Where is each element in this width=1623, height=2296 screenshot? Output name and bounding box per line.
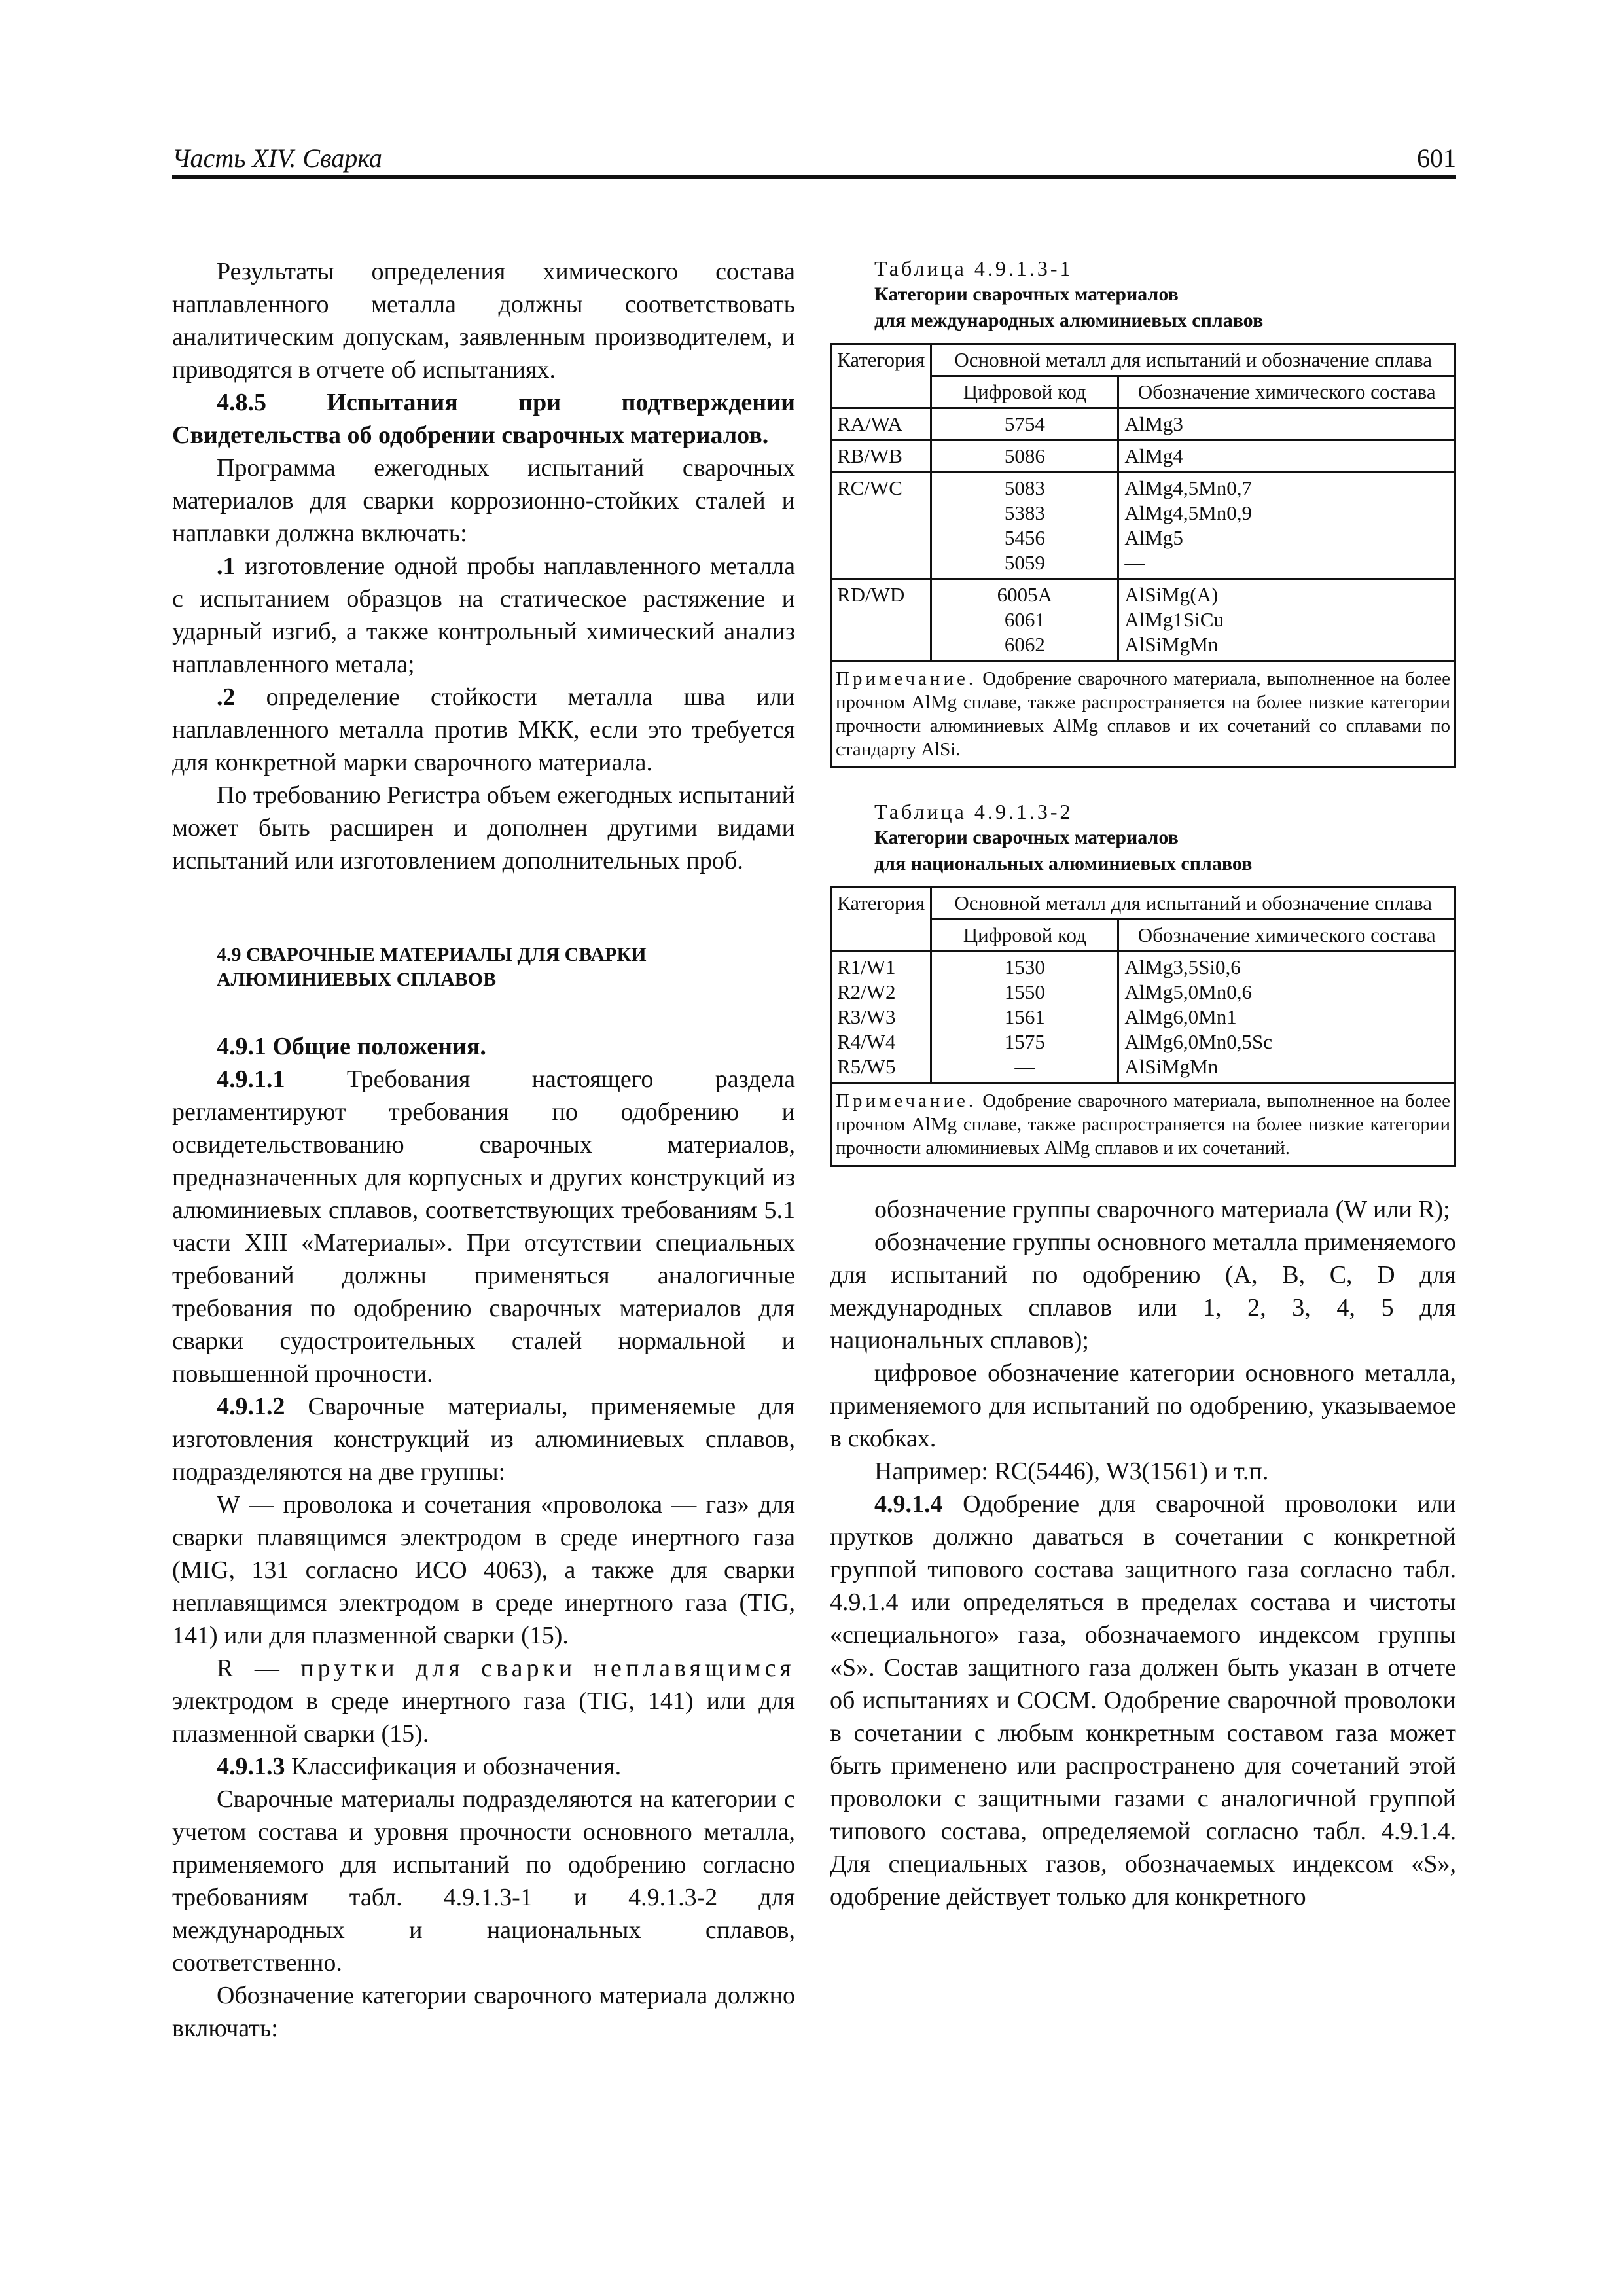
header-section-title: Часть XIV. Сварка — [172, 143, 382, 173]
paragraph-categories: Сварочные материалы подразделяются на категории с учетом состава и уровня прочности основного металла, применяемого для испытаний по одобрению согласно требованиям табл. 4.9.1.3-1 и 4.9.1.3-2 для международных и национальных сплавов, соответственно. — [172, 1785, 795, 1977]
heading-4-9-1: 4.9.1 Общие положения. — [217, 1033, 486, 1060]
table-1-head-category: Категория — [831, 344, 931, 408]
table-1-note-row — [831, 661, 1455, 768]
table-1-cell-chems — [1118, 579, 1455, 661]
table-2-cell-codes — [931, 952, 1118, 1083]
table-2-category: R2/W2 — [837, 980, 896, 1003]
table-row — [831, 408, 1455, 440]
table-1-code: 5456 — [1004, 526, 1045, 549]
table-1-caption: Таблица 4.9.1.3-1 — [874, 257, 1073, 280]
paragraph-4-9-1-3-number: 4.9.1.3 — [217, 1753, 285, 1780]
table-2-category: R3/W3 — [837, 1005, 896, 1028]
table-1-chem: AlSiMgMn — [1124, 633, 1219, 656]
table-1-note-text: Одобрение сварочного материала, выполненное на более прочном AlMg сплаве, также распространяется на более низкие категории прочности алюминиевых AlMg сплавов и их сочетаний со сплавами по стандарту AlSi. — [836, 668, 1450, 760]
list-item-1 — [172, 550, 795, 681]
table-1 — [830, 343, 1456, 768]
paragraph-group-r-spaced: R — прутки для сварки неплавящимся — [217, 1655, 795, 1682]
table-2-caption: Таблица 4.9.1.3-2 — [874, 800, 1073, 823]
spacer — [830, 768, 1456, 798]
table-1-header-row — [831, 344, 1455, 376]
table-2-header-row — [831, 888, 1455, 920]
table-2-head-base-metal: Основной металл для испытаний и обозначение сплава — [931, 888, 1455, 920]
table-2-chem: AlSiMgMn — [1124, 1055, 1219, 1078]
list-item-2-text: определение стойкости металла шва или наплавленного металла против МКК, если это требуется для конкретной марки сварочного материала. — [172, 683, 795, 776]
paragraph-base-metal-group: обозначение группы основного металла применяемого для испытаний по одобрению (A, B, C, D для международных сплавов или 1, 2, 3, 4, 5 для национальных сплавов); — [830, 1229, 1456, 1354]
table-2 — [830, 886, 1456, 1167]
table-2-head-chem: Обозначение химического состава — [1118, 920, 1455, 952]
heading-4-8-5-number: 4.8.5 — [217, 389, 266, 416]
paragraph-4-9-1-4-text: Одобрение для сварочной проволоки или прутков должно даваться в сочетании с конкретной группой типового состава защитного газа согласно табл. 4.9.1.4 или определяться в пределах состава и чистоты «специального» газа, обозначаемого индексом группы «S». Состав защитного газа должен быть указан в отчете об испытаниях и СОСМ. Одобрение сварочной проволоки в сочетании с любым конкретным составом газа может быть применено или распространено для сочетаний этой проволоки с защитными газами с аналогичной группой типового состава, определяемой согласно табл. 4.9.1.4. Для специальных газов, обозначаемых индексом «S», одобрение действует только для конкретного — [830, 1490, 1456, 1910]
spacer — [172, 877, 795, 942]
heading-4-8-5 — [172, 386, 795, 452]
table-1-note-label: Примечание. — [836, 668, 977, 689]
table-1-title-line2: для международных алюминиевых сплавов — [874, 310, 1264, 331]
table-2-head-category: Категория — [831, 888, 931, 952]
table-2-category: R4/W4 — [837, 1030, 896, 1053]
table-1-cell-category: RB/WB — [831, 440, 931, 473]
paragraph-example: Например: RC(5446), W3(1561) и т.п. — [874, 1458, 1269, 1485]
list-item-1-number: .1 — [217, 552, 236, 580]
table-1-chem: AlMg5 — [1124, 526, 1183, 549]
table-1-cell-category: RC/WC — [831, 473, 931, 579]
table-1-cell-codes — [931, 579, 1118, 661]
paragraph-designation: Обозначение категории сварочного материала должно включать: — [172, 1982, 795, 2042]
table-1-code: 5383 — [1004, 501, 1045, 524]
paragraph-4-9-1-1-number: 4.9.1.1 — [217, 1066, 285, 1093]
paragraph-annual-program: Программа ежегодных испытаний сварочных материалов для сварки коррозионно-стойких сталей и наплавки должна включать: — [172, 454, 795, 547]
paragraph-4-9-1-1 — [172, 1063, 795, 1390]
table-2-category: R5/W5 — [837, 1055, 896, 1078]
table-1-chem: AlSiMg(A) — [1124, 583, 1219, 606]
paragraph-4-9-1-4 — [830, 1488, 1456, 1913]
table-1-chem: AlMg4,5Mn0,9 — [1124, 501, 1252, 524]
table-1-cell-code: 5754 — [931, 408, 1118, 440]
running-header — [172, 143, 1456, 177]
table-1-cell-chem: AlMg4 — [1118, 440, 1455, 473]
paragraph-digital-designation: цифровое обозначение категории основного металла, применяемого для испытаний по одобрению, указываемое в скобках. — [830, 1359, 1456, 1452]
table-2-category: R1/W1 — [837, 956, 896, 978]
table-2-head-code: Цифровой код — [931, 920, 1118, 952]
table-2-code: 1575 — [1004, 1030, 1045, 1053]
paragraph-group-r — [172, 1652, 795, 1750]
table-2-title-line1: Категории сварочных материалов — [874, 827, 1179, 848]
paragraph-4-9-1-2-number: 4.9.1.2 — [217, 1393, 285, 1420]
table-2-chem: AlMg6,0Mn0,5Sc — [1124, 1030, 1272, 1053]
table-row — [831, 579, 1455, 661]
table-2-code: 1561 — [1004, 1005, 1045, 1028]
table-1-chem: — — [1124, 551, 1145, 574]
header-rule — [172, 175, 1456, 179]
spacer — [172, 992, 795, 1030]
section-title-4-9-line2: АЛЮМИНИЕВЫХ СПЛАВОВ — [217, 969, 497, 990]
paragraph-4-9-1-2-text: Сварочные материалы, применяемые для изготовления конструкций из алюминиевых сплавов, подразделяются на две группы: — [172, 1393, 795, 1486]
table-1-code: 5083 — [1004, 476, 1045, 499]
table-2-cell-chems — [1118, 952, 1455, 1083]
table-1-note — [831, 661, 1455, 768]
table-2-cell-categories — [831, 952, 931, 1083]
table-1-cell-category: RD/WD — [831, 579, 931, 661]
table-1-chem: AlMg1SiCu — [1124, 608, 1224, 631]
section-title-4-9-line1: 4.9 СВАРОЧНЫЕ МАТЕРИАЛЫ ДЛЯ СВАРКИ — [217, 944, 647, 965]
table-2-chem: AlMg5,0Mn0,6 — [1124, 980, 1252, 1003]
table-1-head-base-metal: Основной металл для испытаний и обозначение сплава — [931, 344, 1455, 376]
heading-4-8-5-text: Испытания при подтверждении Свидетельства об одобрении сварочных материалов. — [172, 389, 795, 449]
right-column — [830, 255, 1456, 1913]
paragraph-4-9-1-4-number: 4.9.1.4 — [874, 1490, 943, 1518]
paragraph-results: Результаты определения химического состава наплавленного металла должны соответствовать аналитическим допускам, заявленным производителем, и приводятся в отчете об испытаниях. — [172, 258, 795, 384]
table-2-note-text: Одобрение сварочного материала, выполненное на более прочном AlMg сплаве, также распространяется на более низкие категории прочности алюминиевых AlMg сплавов и их сочетаний. — [836, 1090, 1450, 1158]
table-row — [831, 473, 1455, 579]
list-item-2 — [172, 681, 795, 779]
table-1-title-line1: Категории сварочных материалов — [874, 283, 1179, 305]
page-number: 601 — [1417, 143, 1456, 173]
table-1-cell-code: 5086 — [931, 440, 1118, 473]
table-2-title-line2: для национальных алюминиевых сплавов — [874, 853, 1253, 874]
table-1-code: 6062 — [1004, 633, 1045, 656]
table-1-chem: AlMg4,5Mn0,7 — [1124, 476, 1252, 499]
list-item-1-text: изготовление одной пробы наплавленного металла с испытанием образцов на статическое растяжение и ударный изгиб, а также контрольный химический анализ наплавленного метала; — [172, 552, 795, 678]
list-item-2-number: .2 — [217, 683, 236, 711]
table-2-chem: AlMg6,0Mn1 — [1124, 1005, 1237, 1028]
paragraph-group-w: W — проволока и сочетания «проволока — газ» для сварки плавящимся электродом в среде инертного газа (MIG, 131 согласно ИСО 4063), а также для сварки неплавящимся электродом в среде инертного газа (TIG, 141) или для плазменной сварки (15). — [172, 1491, 795, 1649]
table-2-code: 1550 — [1004, 980, 1045, 1003]
table-1-cell-category: RA/WA — [831, 408, 931, 440]
paragraph-group-designation: обозначение группы сварочного материала (W или R); — [874, 1196, 1450, 1223]
table-1-cell-chems — [1118, 473, 1455, 579]
paragraph-group-r-text: электродом в среде инертного газа (TIG, 141) или для плазменной сварки (15). — [172, 1687, 795, 1748]
table-2-code: 1530 — [1004, 956, 1045, 978]
table-1-code: 5059 — [1004, 551, 1045, 574]
paragraph-register-extension: По требованию Регистра объем ежегодных испытаний может быть расширен и дополнен другими видами испытаний или изготовлением дополнительных проб. — [172, 781, 796, 874]
table-1-code: 6005A — [997, 583, 1053, 606]
table-2-note-row — [831, 1083, 1455, 1166]
paragraph-4-9-1-2 — [172, 1390, 795, 1488]
table-2-code: — — [1014, 1055, 1035, 1078]
table-row — [831, 440, 1455, 473]
paragraph-4-9-1-3 — [172, 1750, 795, 1783]
table-2-note-label: Примечание. — [836, 1090, 977, 1111]
table-1-cell-codes — [931, 473, 1118, 579]
table-2-chem: AlMg3,5Si0,6 — [1124, 956, 1241, 978]
paragraph-4-9-1-3-text: Классификация и обозначения. — [285, 1753, 622, 1780]
left-column — [172, 255, 795, 2045]
table-1-cell-chem: AlMg3 — [1118, 408, 1455, 440]
table-1-head-code: Цифровой код — [931, 376, 1118, 408]
table-2-note — [831, 1083, 1455, 1166]
table-row — [831, 952, 1455, 1083]
table-1-code: 6061 — [1004, 608, 1045, 631]
table-1-head-chem: Обозначение химического состава — [1118, 376, 1455, 408]
spacer — [830, 1167, 1456, 1193]
paragraph-4-9-1-1-text: Требования настоящего раздела регламентируют требования по одобрению и освидетельствованию сварочных материалов, предназначенных для корпусных и других конструкций из алюминиевых сплавов, соответствующих требованиям 5.1 части XIII «Материалы». При отсутствии специальных требований должны применяться аналогичные требования по одобрению сварочных материалов для сварки судостроительных сталей нормальной и повышенной прочности. — [172, 1066, 795, 1388]
